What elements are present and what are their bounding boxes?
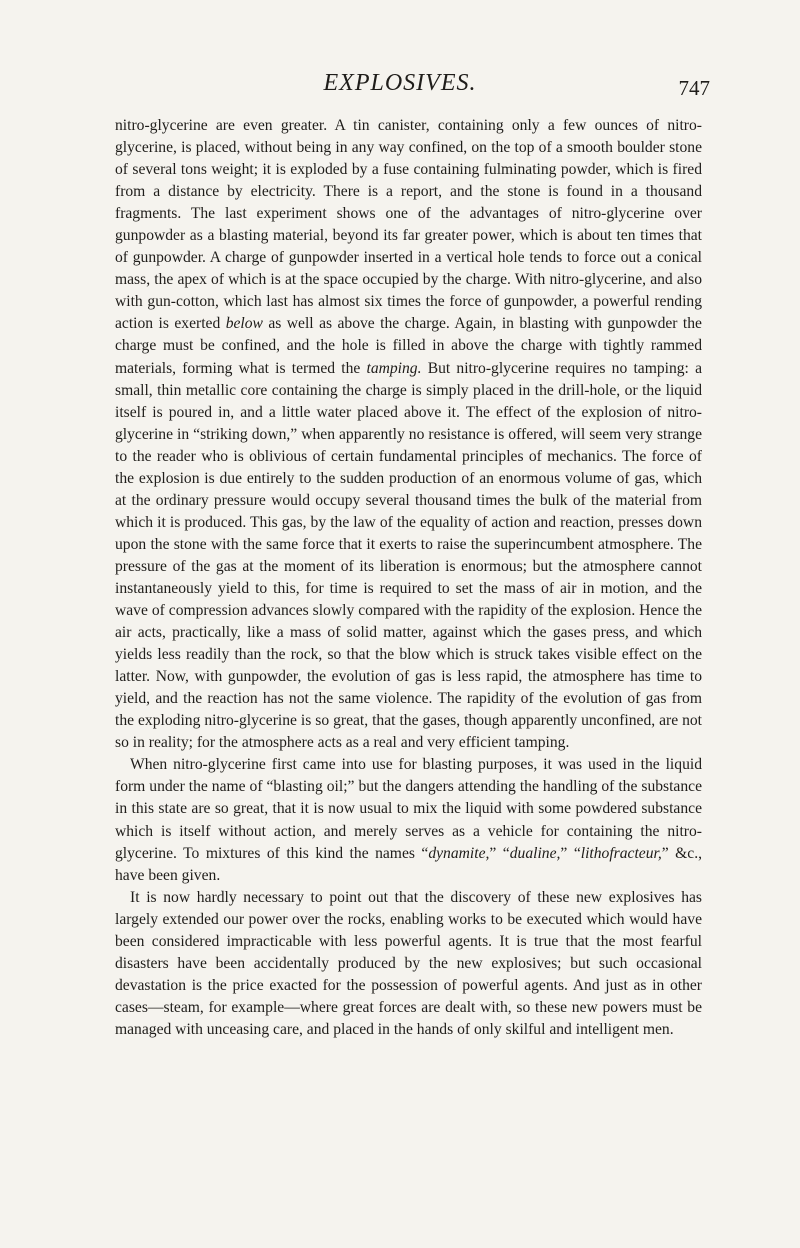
page-number: 747 (678, 76, 710, 100)
paragraph-1-text-c: But nitro-glycerine requires no tamping: a small, thin metallic core containing the charge is simply placed in the drill-hole, or the liquid itself is poured in, and a little water placed above it. The effect of the explosion of nitro-glycerine in “striking down,” when apparently no resistance is offered, will seem very strange to the reader who is oblivious of certain fundamental principles of mechanics. The force of the explosion is due entirely to the sudden production of an enormous volume of gas, which at the ordinary pressure would occupy several thousand times the bulk of the material from which it is produced. This gas, by the law of the equality of action and reaction, presses down upon the stone with the same force that it exerts to raise the superincumbent atmosphere. The pressure of the gas at the moment of its liberation is enormous; but the atmosphere cannot instantaneously yield to this, for time is required to set the mass of air in motion, and the wave of compression advances slowly compared with the rapidity of the explosion. Hence the air acts, practically, like a mass of solid matter, against which the gases press, and which yields less readily than the rock, so that the blow which is struck takes visible effect on the latter. Now, with gunpowder, the evolution of gas is less rapid, the atmosphere has time to yield, and the reaction has not the same violence. The rapidity of the evolution of gas from the exploding nitro-glycerine is so great, that the gases, though apparently unconfined, are not so in reality; for the atmosphere acts as a real and very efficient tamping. (115, 359, 702, 752)
paragraph-2-text-d: ” &c., have been given. (115, 844, 702, 884)
paragraph-3 (115, 887, 702, 1041)
emphasis-dynamite: dynamite, (428, 844, 490, 862)
emphasis-below: below (225, 315, 263, 333)
running-title: EXPLOSIVES. (323, 70, 477, 96)
body-text (115, 115, 702, 1041)
paragraph-1-text-a: nitro-glycerine are even greater. A tin canister, containing only a few ounces of nitro-glycerine, is placed, without being in any way confined, on the top of a smooth boulder stone of several tons weight; it is exploded by a fuse containing fulminating powder, which is fired from a distance by electricity. There is a report, and the stone is found in a thousand fragments. The last experiment shows one of the advantages of nitro-glycerine over gunpowder as a blasting material, beyond its far greater power, which is about ten times that of gunpowder. A charge of gunpowder inserted in a vertical hole tends to force out a conical mass, the apex of which is at the space occupied by the charge. With nitro-glycerine, and also with gun-cotton, which last has almost six times the force of gunpowder, a powerful rending action is exerted (115, 117, 702, 333)
paragraph-1 (115, 115, 702, 754)
paragraph-2-text-b: ” “ (489, 844, 510, 862)
emphasis-tamping: tamping. (366, 359, 422, 377)
emphasis-dualine: dualine, (509, 844, 561, 862)
emphasis-lithofracteur: lithofracteur, (580, 844, 662, 862)
paragraph-2-text-c: ” “ (560, 844, 581, 862)
paragraph-2-text-a: When nitro-glycerine first came into use for blasting purposes, it was used in the liquid form under the name of “blasting oil;” but the dangers attending the handling of the substance in this state are so great, that it is now usual to mix the liquid with some powdered substance which is itself without action, and merely serves as a vehicle for containing the nitro-glycerine. To mixtures of this kind the names “ (115, 756, 702, 862)
paragraph-1-text-b: as well as above the charge. Again, in blasting with gunpowder the charge must be confined, and the hole is filled in above the charge with tightly rammed materials, forming what is termed the (115, 315, 702, 377)
paragraph-3-text: It is now hardly necessary to point out that the discovery of these new explosives has largely extended our power over the rocks, enabling works to be executed which would have been considered impracticable with less powerful agents. It is true that the most fearful disasters have been accidentally produced by the new explosives; but such occasional devastation is the price exacted for the possession of powerful agents. And just as in other cases—steam, for example—where great forces are dealt with, so these new powers must be managed with unceasing care, and placed in the hands of only skilful and intelligent men. (115, 888, 702, 1038)
paragraph-2 (115, 754, 702, 886)
